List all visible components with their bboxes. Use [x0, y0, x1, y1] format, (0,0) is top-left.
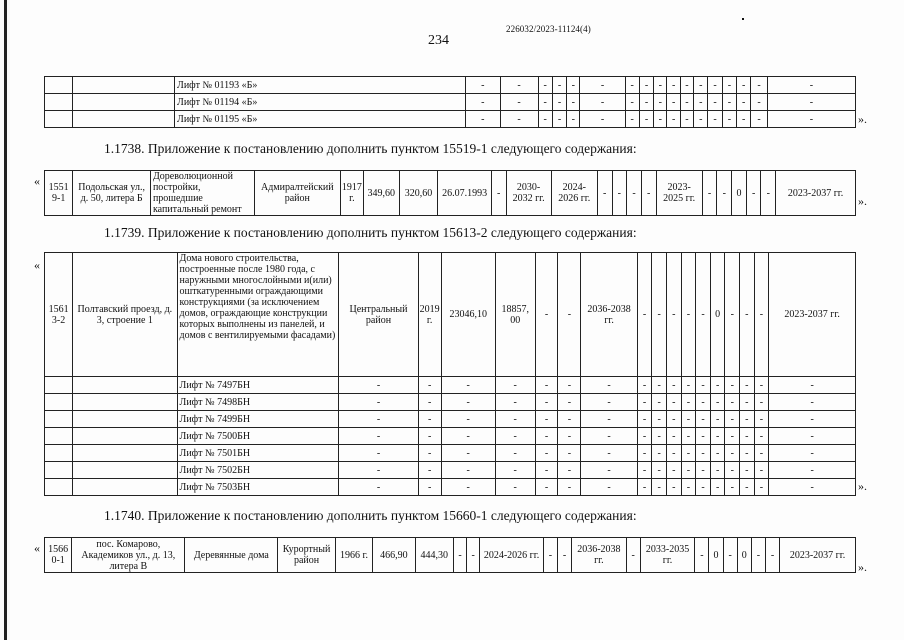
table-cell: -: [558, 377, 581, 394]
table-cell: -: [495, 428, 535, 445]
table-cell: -: [535, 377, 558, 394]
table-cell: -: [339, 394, 418, 411]
table-cell: -: [652, 377, 667, 394]
table-cell: 2023-2037 гг.: [776, 171, 856, 216]
table-cell: 0: [737, 538, 751, 573]
table-cell: -: [696, 462, 711, 479]
table-cell: -: [637, 445, 652, 462]
table-cell: 2036-2038 гг.: [581, 253, 637, 377]
table-cell: 2023-2025 гг.: [656, 171, 702, 216]
table-cell: -: [581, 377, 637, 394]
table-cell: -: [667, 445, 682, 462]
table-cell: -: [667, 253, 682, 377]
table-cell: -: [441, 445, 495, 462]
table-cell: -: [708, 94, 722, 111]
closing-quote: ».: [858, 479, 867, 493]
empty-cell: [45, 94, 73, 111]
closing-quote: ».: [858, 112, 867, 126]
table-row: [45, 479, 856, 496]
table-cell: -: [418, 394, 441, 411]
table-cell: -: [754, 253, 769, 377]
table-cell: -: [441, 479, 495, 496]
table-cell: -: [710, 411, 725, 428]
table-cell: -: [639, 111, 653, 128]
empty-cell: [73, 479, 177, 496]
table-cell: -: [740, 479, 755, 496]
table-cell: -: [418, 462, 441, 479]
table-cell: 2036-2038 гг.: [572, 538, 627, 573]
table-cell: Курортный район: [278, 538, 336, 573]
table-cell: -: [495, 411, 535, 428]
table-cell: -: [441, 428, 495, 445]
table-cell: -: [767, 77, 855, 94]
table-cell: -: [754, 445, 769, 462]
table-cell: -: [339, 479, 418, 496]
table-cell: 18857, 00: [495, 253, 535, 377]
table-cell: -: [543, 538, 557, 573]
empty-cell: [45, 377, 73, 394]
table-cell: -: [667, 394, 682, 411]
table-cell: -: [612, 171, 627, 216]
table-cell: -: [725, 394, 740, 411]
table-cell: -: [552, 111, 566, 128]
table-cell: -: [558, 479, 581, 496]
table-cell: -: [751, 538, 765, 573]
table-cell: -: [751, 94, 767, 111]
table-cell: -: [681, 428, 696, 445]
table-cell: -: [500, 111, 538, 128]
table-cell: -: [725, 428, 740, 445]
table-cell: -: [696, 479, 711, 496]
scan-speck: [742, 18, 744, 20]
lift-name: Лифт № 7501БН: [177, 445, 339, 462]
table-cell: 0: [710, 253, 725, 377]
table-cell: -: [696, 394, 711, 411]
table-cell: -: [580, 111, 625, 128]
table-cell: -: [558, 253, 581, 377]
table-cell: -: [558, 394, 581, 411]
paragraph-1740: 1.1740. Приложение к постановлению дополнить пунктом 15660-1 следующего содержания:: [104, 508, 637, 523]
table-cell: -: [495, 377, 535, 394]
table-cell: -: [717, 171, 732, 216]
table-cell: -: [581, 411, 637, 428]
table-cell: -: [500, 77, 538, 94]
table-cell: -: [441, 377, 495, 394]
table-cell: -: [681, 411, 696, 428]
table-cell: -: [740, 411, 755, 428]
table-cell: -: [769, 445, 856, 462]
empty-cell: [72, 94, 174, 111]
table-cell: -: [535, 428, 558, 445]
table-cell: -: [740, 445, 755, 462]
paragraph-1738: 1.1738. Приложение к постановлению дополнить пунктом 15519-1 следующего содержания:: [104, 141, 637, 156]
table-cell: -: [557, 538, 571, 573]
table-cell: -: [725, 445, 740, 462]
table-cell: -: [725, 462, 740, 479]
table-cell: -: [652, 462, 667, 479]
table-cell: Адмиралтейский район: [254, 171, 340, 216]
opening-quote: «: [34, 174, 40, 188]
table-cell: -: [652, 411, 667, 428]
table-cell: -: [754, 411, 769, 428]
table-cell: -: [339, 445, 418, 462]
table-1739: [44, 252, 856, 496]
table-cell: -: [769, 377, 856, 394]
table-cell: -: [652, 479, 667, 496]
table-cell: -: [654, 111, 667, 128]
table-cell: -: [694, 77, 708, 94]
table-cell: -: [740, 462, 755, 479]
table-cell: -: [558, 462, 581, 479]
table-row: [45, 428, 856, 445]
table-cell: -: [637, 462, 652, 479]
table-cell: 0: [732, 171, 747, 216]
table-cell: -: [708, 77, 722, 94]
table-cell: -: [696, 428, 711, 445]
table-cell: 1917 г.: [340, 171, 363, 216]
table-cell: -: [652, 428, 667, 445]
empty-cell: [73, 394, 177, 411]
table-cell: -: [725, 253, 740, 377]
table-cell: -: [740, 394, 755, 411]
table-cell: -: [418, 479, 441, 496]
table-cell: -: [339, 428, 418, 445]
table-cell: -: [696, 411, 711, 428]
table-cell: -: [667, 479, 682, 496]
table-row: [45, 394, 856, 411]
table-cell: -: [769, 479, 856, 496]
table-cell: -: [654, 94, 667, 111]
table-cell: 444,30: [415, 538, 453, 573]
table-cell: -: [465, 94, 500, 111]
table-cell: -: [491, 171, 506, 216]
table-cell: 2033-2035 гг.: [640, 538, 695, 573]
table-1738: [44, 170, 856, 216]
table-cell: -: [754, 462, 769, 479]
table-row: [45, 445, 856, 462]
table-cell: -: [767, 94, 855, 111]
lift-name: Лифт № 7499БН: [177, 411, 339, 428]
table-cell: -: [441, 411, 495, 428]
table-cell: -: [500, 94, 538, 111]
table-cell: -: [769, 411, 856, 428]
table-cell: 1551 9-1: [45, 171, 73, 216]
table-cell: -: [581, 445, 637, 462]
table-cell: -: [652, 253, 667, 377]
table-cell: Полтавский проезд, д. 3, строение 1: [73, 253, 177, 377]
empty-cell: [45, 462, 73, 479]
table-cell: -: [418, 428, 441, 445]
table-cell: -: [538, 77, 552, 94]
table-cell: -: [495, 462, 535, 479]
table-cell: -: [637, 411, 652, 428]
empty-cell: [45, 428, 73, 445]
table-cell: -: [722, 77, 736, 94]
table-cell: -: [535, 479, 558, 496]
table-cell: -: [710, 479, 725, 496]
table-cell: -: [740, 377, 755, 394]
lift-name: Лифт № 01195 «Б»: [175, 111, 466, 128]
table-cell: -: [538, 111, 552, 128]
table-cell: -: [465, 111, 500, 128]
table-cell: -: [339, 377, 418, 394]
table-cell: -: [654, 77, 667, 94]
table-cell: -: [696, 253, 711, 377]
closing-quote: ».: [858, 560, 867, 574]
table-cell: -: [681, 253, 696, 377]
table-cell: -: [751, 111, 767, 128]
table-cell: -: [710, 394, 725, 411]
table-cell: -: [737, 111, 751, 128]
table-cell: -: [725, 411, 740, 428]
table-cell: -: [495, 445, 535, 462]
table-cell: 0: [709, 538, 723, 573]
empty-cell: [45, 411, 73, 428]
table-cell: -: [441, 462, 495, 479]
table-cell: -: [441, 394, 495, 411]
opening-quote: «: [34, 258, 40, 272]
table-cell: -: [694, 94, 708, 111]
empty-cell: [73, 377, 177, 394]
empty-cell: [45, 445, 73, 462]
table-cell: -: [581, 479, 637, 496]
table-cell: -: [535, 394, 558, 411]
table-cell: -: [769, 428, 856, 445]
table-cell: -: [667, 462, 682, 479]
table-cell: -: [625, 77, 639, 94]
empty-cell: [45, 479, 73, 496]
table-cell: -: [558, 428, 581, 445]
empty-cell: [73, 428, 177, 445]
page-number: 234: [428, 33, 449, 48]
table-cell: -: [680, 94, 693, 111]
table-cell: 2024-2026 гг.: [480, 538, 544, 573]
table-cell: -: [453, 538, 466, 573]
table-cell: -: [637, 428, 652, 445]
table-cell: Подольская ул., д. 50, литера Б: [73, 171, 151, 216]
table-cell: -: [667, 428, 682, 445]
table-row: [45, 94, 856, 111]
table-continuation: [44, 76, 856, 128]
table-cell: -: [639, 94, 653, 111]
table-cell: Центральный район: [339, 253, 418, 377]
table-cell: 320,60: [399, 171, 438, 216]
table-cell: -: [667, 411, 682, 428]
table-cell: -: [495, 479, 535, 496]
table-cell: -: [761, 171, 776, 216]
table-cell: -: [751, 77, 767, 94]
table-cell: -: [627, 171, 642, 216]
empty-cell: [73, 462, 177, 479]
table-cell: 2023-2037 гг.: [780, 538, 856, 573]
table-cell: 1561 3-2: [45, 253, 73, 377]
table-cell: -: [740, 253, 755, 377]
table-cell: Дома нового строительства, построенные после 1980 года, с наружными многослойными и(или) ошткатуренными ограждающими конструкциями (за исключением домов, ограждающие конструкции которых выполнены из панелей, и домов с вентилируемыми фасадами): [177, 253, 339, 377]
table-cell: -: [710, 462, 725, 479]
table-cell: -: [667, 377, 682, 394]
table-cell: -: [681, 394, 696, 411]
table-cell: 1966 г.: [335, 538, 372, 573]
table-cell: -: [696, 377, 711, 394]
table-cell: -: [637, 479, 652, 496]
empty-cell: [72, 111, 174, 128]
table-cell: -: [418, 377, 441, 394]
table-cell: -: [722, 111, 736, 128]
table-cell: -: [754, 479, 769, 496]
lift-name: Лифт № 01194 «Б»: [175, 94, 466, 111]
empty-cell: [73, 411, 177, 428]
table-cell: -: [681, 479, 696, 496]
table-cell: -: [597, 171, 612, 216]
table-cell: пос. Комарово, Академиков ул., д. 13, литера В: [72, 538, 185, 573]
table-cell: -: [567, 111, 580, 128]
lift-name: Лифт № 7502БН: [177, 462, 339, 479]
table-cell: -: [467, 538, 480, 573]
table-cell: -: [535, 445, 558, 462]
table-cell: -: [710, 445, 725, 462]
table-cell: -: [538, 94, 552, 111]
table-cell: 2023-2037 гг.: [769, 253, 856, 377]
table-cell: -: [667, 94, 680, 111]
table-cell: -: [723, 538, 737, 573]
table-cell: -: [580, 94, 625, 111]
table-cell: -: [552, 77, 566, 94]
table-cell: -: [637, 253, 652, 377]
table-cell: -: [765, 538, 779, 573]
lift-name: Лифт № 7503БН: [177, 479, 339, 496]
table-row: [45, 411, 856, 428]
table-cell: -: [625, 111, 639, 128]
table-cell: -: [418, 445, 441, 462]
table-cell: 349,60: [363, 171, 399, 216]
table-cell: -: [535, 462, 558, 479]
table-cell: -: [339, 411, 418, 428]
table-cell: Деревянные дома: [185, 538, 278, 573]
table-cell: -: [708, 111, 722, 128]
table-cell: -: [639, 77, 653, 94]
table-cell: -: [567, 94, 580, 111]
table-cell: -: [680, 77, 693, 94]
table-row: [45, 111, 856, 128]
scan-edge-line: [4, 0, 7, 640]
table-cell: -: [710, 377, 725, 394]
table-cell: -: [652, 394, 667, 411]
table-row: [45, 377, 856, 394]
table-cell: -: [667, 77, 680, 94]
table-cell: 466,90: [373, 538, 415, 573]
table-cell: -: [681, 462, 696, 479]
table-cell: -: [558, 445, 581, 462]
table-cell: -: [702, 171, 717, 216]
table-row: [45, 462, 856, 479]
table-cell: -: [737, 94, 751, 111]
table-cell: -: [767, 111, 855, 128]
table-cell: -: [746, 171, 761, 216]
table-cell: -: [667, 111, 680, 128]
lift-name: Лифт № 7498БН: [177, 394, 339, 411]
table-cell: -: [710, 428, 725, 445]
table-cell: -: [722, 94, 736, 111]
table-cell: Дореволюционной постройки, прошедшие капитальный ремонт: [150, 171, 254, 216]
table-cell: -: [681, 377, 696, 394]
table-cell: -: [581, 394, 637, 411]
empty-cell: [72, 77, 174, 94]
empty-cell: [73, 445, 177, 462]
table-cell: -: [552, 94, 566, 111]
table-cell: -: [694, 111, 708, 128]
table-cell: -: [740, 428, 755, 445]
table-cell: -: [754, 377, 769, 394]
table-cell: -: [535, 411, 558, 428]
table-cell: -: [339, 462, 418, 479]
table-1740: [44, 537, 856, 573]
table-cell: -: [769, 394, 856, 411]
table-cell: -: [695, 538, 709, 573]
table-cell: -: [652, 445, 667, 462]
table-cell: -: [581, 462, 637, 479]
empty-cell: [45, 77, 73, 94]
table-cell: -: [495, 394, 535, 411]
empty-cell: [45, 394, 73, 411]
lift-name: Лифт № 7497БН: [177, 377, 339, 394]
table-cell: -: [465, 77, 500, 94]
table-cell: -: [567, 77, 580, 94]
closing-quote: ».: [858, 194, 867, 208]
table-cell: -: [754, 428, 769, 445]
table-cell: -: [625, 94, 639, 111]
lift-name: Лифт № 01193 «Б»: [175, 77, 466, 94]
table-cell: -: [558, 411, 581, 428]
table-cell: -: [769, 462, 856, 479]
table-cell: 26.07.1993: [438, 171, 492, 216]
opening-quote: «: [34, 541, 40, 555]
empty-cell: [45, 111, 73, 128]
table-cell: -: [637, 394, 652, 411]
table-cell: -: [681, 445, 696, 462]
document-number: 226032/2023-11124(4): [506, 24, 591, 34]
table-cell: -: [535, 253, 558, 377]
table-cell: -: [737, 77, 751, 94]
table-cell: -: [725, 377, 740, 394]
table-cell: -: [754, 394, 769, 411]
table-cell: 2030-2032 гг.: [506, 171, 551, 216]
table-cell: -: [637, 377, 652, 394]
lift-name: Лифт № 7500БН: [177, 428, 339, 445]
table-cell: 2019 г.: [418, 253, 441, 377]
paragraph-1739: 1.1739. Приложение к постановлению дополнить пунктом 15613-2 следующего содержания:: [104, 225, 637, 240]
table-cell: -: [680, 111, 693, 128]
table-cell: -: [581, 428, 637, 445]
table-cell: 23046,10: [441, 253, 495, 377]
table-cell: -: [418, 411, 441, 428]
table-row: [45, 77, 856, 94]
table-cell: -: [641, 171, 656, 216]
table-cell: 1566 0-1: [45, 538, 72, 573]
table-cell: 2024-2026 гг.: [551, 171, 597, 216]
table-cell: -: [725, 479, 740, 496]
table-cell: -: [696, 445, 711, 462]
table-cell: -: [580, 77, 625, 94]
table-cell: -: [626, 538, 640, 573]
